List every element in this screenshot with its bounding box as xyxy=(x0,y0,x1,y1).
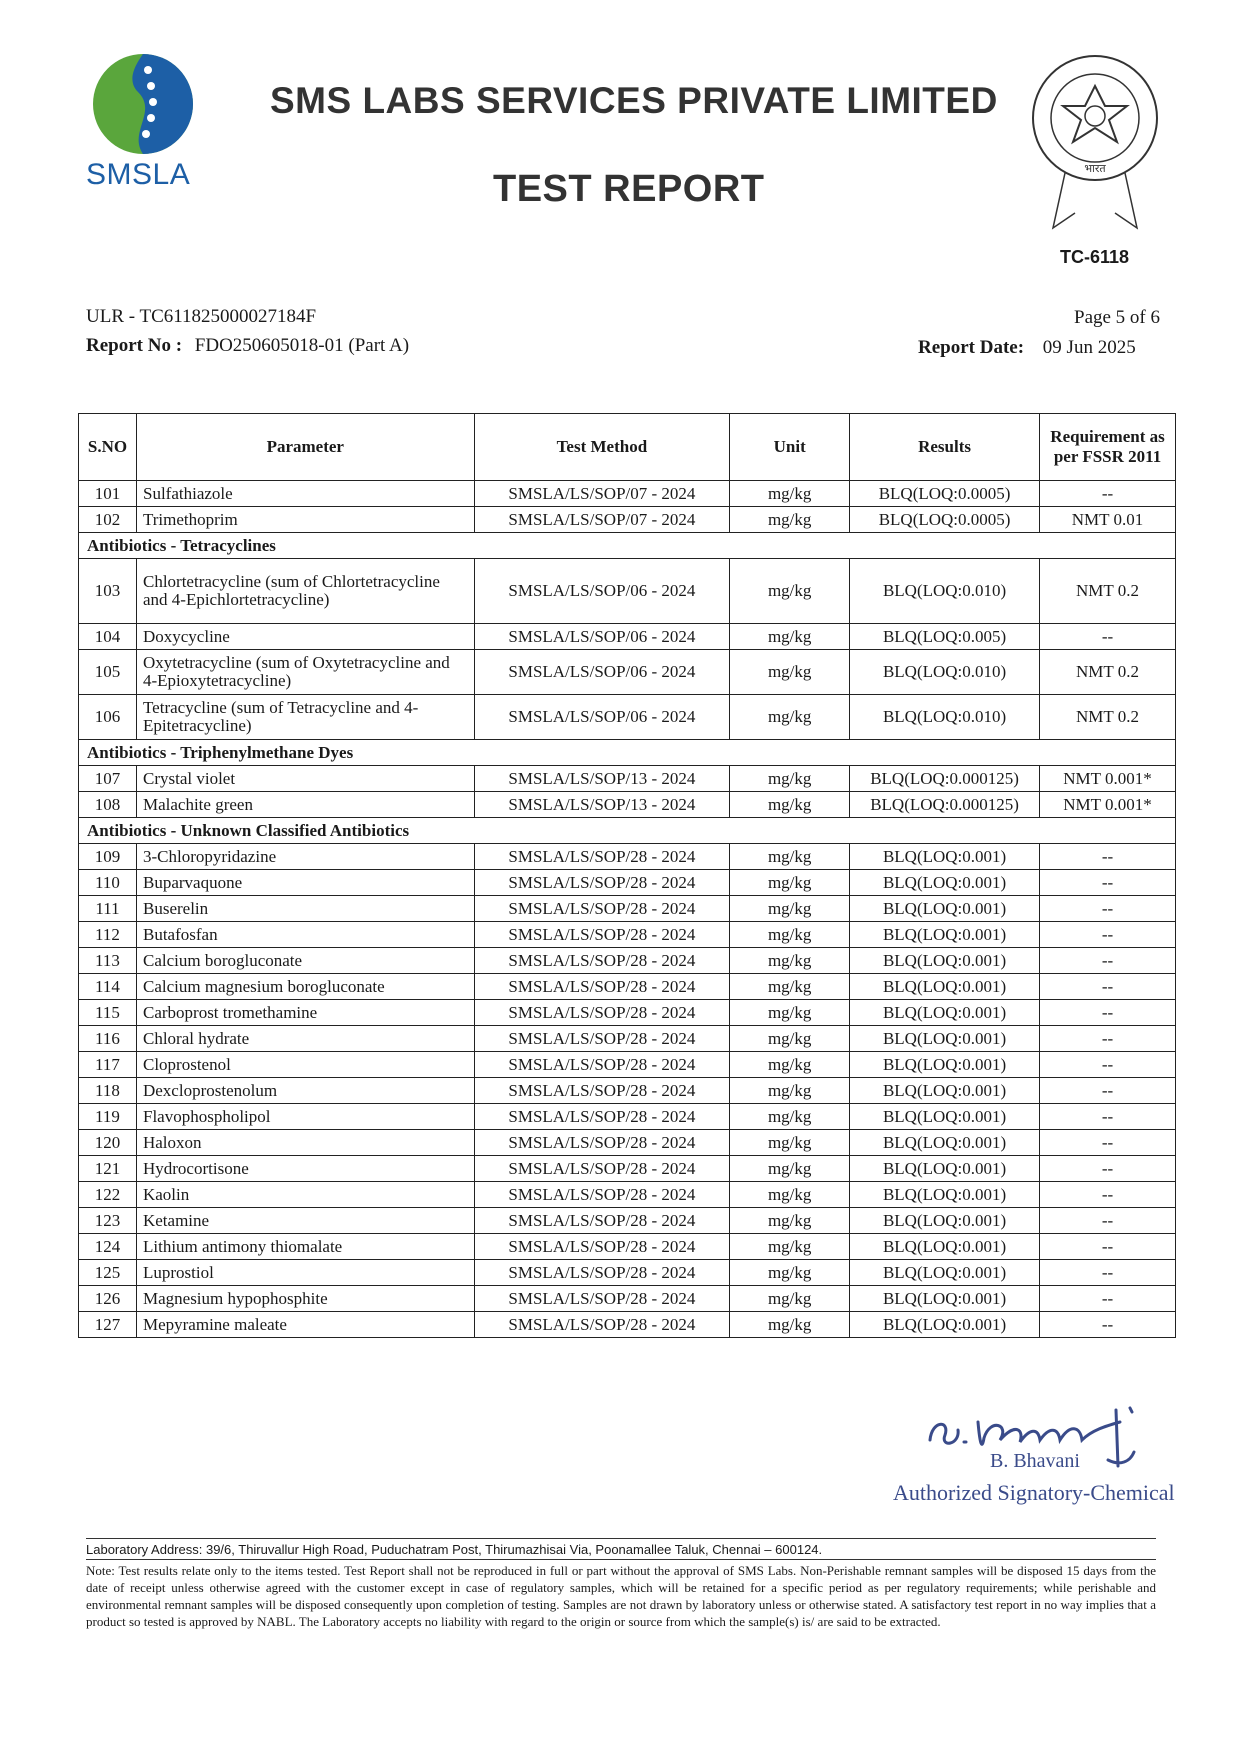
cell-test-method: SMSLA/LS/SOP/28 - 2024 xyxy=(474,922,730,948)
cell-result: BLQ(LOQ:0.0005) xyxy=(850,481,1040,507)
report-date-label: Report Date: xyxy=(918,337,1025,358)
cell-test-method: SMSLA/LS/SOP/28 - 2024 xyxy=(474,844,730,870)
cell-parameter: Oxytetracycline (sum of Oxytetracycline and 4-Epioxytetracycline) xyxy=(136,650,474,695)
cell-parameter: Kaolin xyxy=(136,1182,474,1208)
cell-unit: mg/kg xyxy=(730,1026,850,1052)
cell-unit: mg/kg xyxy=(730,792,850,818)
cell-sno: 122 xyxy=(79,1182,137,1208)
cell-requirement: -- xyxy=(1040,974,1176,1000)
cell-unit: mg/kg xyxy=(730,844,850,870)
table-row xyxy=(79,1208,1176,1234)
cell-sno: 102 xyxy=(79,507,137,533)
cell-sno: 123 xyxy=(79,1208,137,1234)
cell-result: BLQ(LOQ:0.001) xyxy=(850,1312,1040,1338)
cell-unit: mg/kg xyxy=(730,559,850,624)
cell-sno: 103 xyxy=(79,559,137,624)
cell-parameter: Doxycycline xyxy=(136,624,474,650)
category-row-unknown xyxy=(79,818,1176,844)
table-row xyxy=(79,1182,1176,1208)
cell-sno: 107 xyxy=(79,766,137,792)
header-sno: S.NO xyxy=(79,414,137,481)
table-row xyxy=(79,507,1176,533)
category-label: Antibiotics - Tetracyclines xyxy=(79,533,1176,559)
table-row xyxy=(79,559,1176,624)
table-row xyxy=(79,1286,1176,1312)
table-row xyxy=(79,1234,1176,1260)
cell-result: BLQ(LOQ:0.010) xyxy=(850,559,1040,624)
cell-unit: mg/kg xyxy=(730,948,850,974)
cell-test-method: SMSLA/LS/SOP/28 - 2024 xyxy=(474,1078,730,1104)
cell-parameter: Crystal violet xyxy=(136,766,474,792)
cell-parameter: Luprostiol xyxy=(136,1260,474,1286)
cell-unit: mg/kg xyxy=(730,1000,850,1026)
cell-test-method: SMSLA/LS/SOP/28 - 2024 xyxy=(474,896,730,922)
cell-parameter: Flavophospholipol xyxy=(136,1104,474,1130)
laboratory-address: Laboratory Address: 39/6, Thiruvallur High Road, Puduchatram Post, Thirumazhisai Via, Poonamallee Taluk, Chennai – 600124. xyxy=(86,1542,823,1557)
table-row xyxy=(79,896,1176,922)
table-row xyxy=(79,1026,1176,1052)
cell-test-method: SMSLA/LS/SOP/28 - 2024 xyxy=(474,974,730,1000)
table-row xyxy=(79,481,1176,507)
cell-test-method: SMSLA/LS/SOP/28 - 2024 xyxy=(474,1312,730,1338)
header-unit: Unit xyxy=(730,414,850,481)
accreditation-code: TC-6118 xyxy=(1060,247,1130,267)
cell-result: BLQ(LOQ:0.0005) xyxy=(850,507,1040,533)
cell-sno: 127 xyxy=(79,1312,137,1338)
cell-unit: mg/kg xyxy=(730,1078,850,1104)
table-row xyxy=(79,844,1176,870)
cell-sno: 116 xyxy=(79,1026,137,1052)
cell-result: BLQ(LOQ:0.001) xyxy=(850,1156,1040,1182)
cell-sno: 106 xyxy=(79,695,137,740)
cell-parameter: Butafosfan xyxy=(136,922,474,948)
cell-result: BLQ(LOQ:0.001) xyxy=(850,1078,1040,1104)
cell-unit: mg/kg xyxy=(730,1182,850,1208)
cell-requirement: -- xyxy=(1040,1078,1176,1104)
cell-result: BLQ(LOQ:0.001) xyxy=(850,1104,1040,1130)
table-row xyxy=(79,1078,1176,1104)
cell-requirement: -- xyxy=(1040,1130,1176,1156)
cell-test-method: SMSLA/LS/SOP/13 - 2024 xyxy=(474,766,730,792)
cell-unit: mg/kg xyxy=(730,481,850,507)
table-row xyxy=(79,1104,1176,1130)
cell-parameter: Carboprost tromethamine xyxy=(136,1000,474,1026)
cell-requirement: -- xyxy=(1040,1286,1176,1312)
footer-divider-top xyxy=(86,1538,1156,1539)
cell-requirement: -- xyxy=(1040,1312,1176,1338)
cell-unit: mg/kg xyxy=(730,1312,850,1338)
cell-sno: 105 xyxy=(79,650,137,695)
cell-requirement: -- xyxy=(1040,1156,1176,1182)
cell-requirement: -- xyxy=(1040,1234,1176,1260)
cell-unit: mg/kg xyxy=(730,1286,850,1312)
report-number-label: Report No : xyxy=(86,335,183,356)
cell-requirement: NMT 0.01 xyxy=(1040,507,1176,533)
cell-test-method: SMSLA/LS/SOP/06 - 2024 xyxy=(474,695,730,740)
cell-test-method: SMSLA/LS/SOP/07 - 2024 xyxy=(474,481,730,507)
cell-test-method: SMSLA/LS/SOP/13 - 2024 xyxy=(474,792,730,818)
table-row xyxy=(79,1312,1176,1338)
cell-requirement: -- xyxy=(1040,1000,1176,1026)
cell-requirement: -- xyxy=(1040,1208,1176,1234)
cell-unit: mg/kg xyxy=(730,695,850,740)
report-number-line xyxy=(86,335,409,357)
cell-parameter: Malachite green xyxy=(136,792,474,818)
cell-requirement: NMT 0.2 xyxy=(1040,559,1176,624)
cell-test-method: SMSLA/LS/SOP/28 - 2024 xyxy=(474,1208,730,1234)
cell-test-method: SMSLA/LS/SOP/06 - 2024 xyxy=(474,624,730,650)
cell-unit: mg/kg xyxy=(730,624,850,650)
cell-sno: 121 xyxy=(79,1156,137,1182)
cell-test-method: SMSLA/LS/SOP/07 - 2024 xyxy=(474,507,730,533)
cell-unit: mg/kg xyxy=(730,870,850,896)
cell-sno: 120 xyxy=(79,1130,137,1156)
table-header-row xyxy=(79,414,1176,481)
table-row xyxy=(79,922,1176,948)
report-number: FDO250605018-01 (Part A) xyxy=(194,335,410,356)
cell-test-method: SMSLA/LS/SOP/28 - 2024 xyxy=(474,1052,730,1078)
cell-unit: mg/kg xyxy=(730,922,850,948)
cell-test-method: SMSLA/LS/SOP/28 - 2024 xyxy=(474,870,730,896)
table-row xyxy=(79,792,1176,818)
category-row-tetracyclines xyxy=(79,533,1176,559)
cell-result: BLQ(LOQ:0.001) xyxy=(850,1234,1040,1260)
cell-sno: 108 xyxy=(79,792,137,818)
cell-parameter: Calcium magnesium borogluconate xyxy=(136,974,474,1000)
cell-requirement: NMT 0.2 xyxy=(1040,695,1176,740)
cell-requirement: NMT 0.001* xyxy=(1040,766,1176,792)
cell-result: BLQ(LOQ:0.001) xyxy=(850,1026,1040,1052)
cell-parameter: Sulfathiazole xyxy=(136,481,474,507)
cell-result: BLQ(LOQ:0.000125) xyxy=(850,766,1040,792)
cell-result: BLQ(LOQ:0.001) xyxy=(850,1000,1040,1026)
cell-unit: mg/kg xyxy=(730,1234,850,1260)
cell-parameter: Buserelin xyxy=(136,896,474,922)
cell-unit: mg/kg xyxy=(730,1208,850,1234)
cell-test-method: SMSLA/LS/SOP/28 - 2024 xyxy=(474,1182,730,1208)
cell-requirement: NMT 0.001* xyxy=(1040,792,1176,818)
cell-unit: mg/kg xyxy=(730,766,850,792)
header-parameter: Parameter xyxy=(136,414,474,481)
cell-requirement: -- xyxy=(1040,1052,1176,1078)
cell-test-method: SMSLA/LS/SOP/28 - 2024 xyxy=(474,1026,730,1052)
cell-result: BLQ(LOQ:0.005) xyxy=(850,624,1040,650)
cell-result: BLQ(LOQ:0.001) xyxy=(850,1182,1040,1208)
cell-sno: 109 xyxy=(79,844,137,870)
cell-test-method: SMSLA/LS/SOP/28 - 2024 xyxy=(474,948,730,974)
table-row xyxy=(79,1156,1176,1182)
header-requirement: Requirement as per FSSR 2011 xyxy=(1040,414,1176,481)
ulr-number: ULR - TC611825000027184F xyxy=(86,306,317,327)
cell-requirement: -- xyxy=(1040,896,1176,922)
cell-parameter: Hydrocortisone xyxy=(136,1156,474,1182)
cell-test-method: SMSLA/LS/SOP/28 - 2024 xyxy=(474,1234,730,1260)
cell-result: BLQ(LOQ:0.001) xyxy=(850,1208,1040,1234)
cell-parameter: Dexcloprostenolum xyxy=(136,1078,474,1104)
cell-sno: 125 xyxy=(79,1260,137,1286)
disclaimer-note: Note: Test results relate only to the items tested. Test Report shall not be reproduced in full or part without the approval of SMS Labs. Non-Perishable remnant samples will be disposed 15 days from the date of receipt unless otherwise agreed with the customer except in case of regulatory samples, which will be retained for a specific period as per regulatory requirements; while perishable and environmental remnant samples will be disposed consequently upon completion of testing. Samples are not drawn by laboratory unless or otherwise stated. A satisfactory test report in no way implies that a product so tested is approved by NABL. The Laboratory accepts no liability with regard to the origin or source from which the sample(s) is/ are said to be extracted. xyxy=(86,1563,1156,1629)
nabl-seal xyxy=(1025,48,1165,238)
cell-requirement: -- xyxy=(1040,922,1176,948)
cell-sno: 115 xyxy=(79,1000,137,1026)
cell-sno: 119 xyxy=(79,1104,137,1130)
table-row xyxy=(79,695,1176,740)
cell-requirement: -- xyxy=(1040,1104,1176,1130)
header-test-method: Test Method xyxy=(474,414,730,481)
table-row xyxy=(79,1130,1176,1156)
cell-unit: mg/kg xyxy=(730,1104,850,1130)
table-row xyxy=(79,870,1176,896)
cell-unit: mg/kg xyxy=(730,1052,850,1078)
cell-result: BLQ(LOQ:0.010) xyxy=(850,695,1040,740)
footer-divider xyxy=(86,1559,1156,1560)
cell-result: BLQ(LOQ:0.010) xyxy=(850,650,1040,695)
cell-parameter: 3-Chloropyridazine xyxy=(136,844,474,870)
cell-result: BLQ(LOQ:0.001) xyxy=(850,974,1040,1000)
cell-parameter: Calcium borogluconate xyxy=(136,948,474,974)
cell-sno: 113 xyxy=(79,948,137,974)
cell-parameter: Trimethoprim xyxy=(136,507,474,533)
cell-parameter: Chlortetracycline (sum of Chlortetracycline and 4-Epichlortetracycline) xyxy=(136,559,474,624)
cell-requirement: -- xyxy=(1040,1182,1176,1208)
logo-text: SMSLA xyxy=(86,158,191,191)
cell-parameter: Ketamine xyxy=(136,1208,474,1234)
cell-parameter: Haloxon xyxy=(136,1130,474,1156)
category-row-dyes xyxy=(79,740,1176,766)
cell-unit: mg/kg xyxy=(730,1156,850,1182)
cell-unit: mg/kg xyxy=(730,650,850,695)
cell-test-method: SMSLA/LS/SOP/28 - 2024 xyxy=(474,1104,730,1130)
cell-requirement: -- xyxy=(1040,844,1176,870)
cell-parameter: Chloral hydrate xyxy=(136,1026,474,1052)
cell-parameter: Cloprostenol xyxy=(136,1052,474,1078)
table-row xyxy=(79,624,1176,650)
cell-requirement: -- xyxy=(1040,948,1176,974)
cell-requirement: -- xyxy=(1040,1026,1176,1052)
cell-unit: mg/kg xyxy=(730,974,850,1000)
cell-sno: 111 xyxy=(79,896,137,922)
cell-unit: mg/kg xyxy=(730,896,850,922)
cell-parameter: Magnesium hypophosphite xyxy=(136,1286,474,1312)
cell-sno: 118 xyxy=(79,1078,137,1104)
seal-text: भारत xyxy=(1084,163,1106,175)
report-date-line xyxy=(918,337,1136,359)
report-date: 09 Jun 2025 xyxy=(1042,337,1136,358)
cell-sno: 112 xyxy=(79,922,137,948)
cell-requirement: -- xyxy=(1040,624,1176,650)
cell-result: BLQ(LOQ:0.001) xyxy=(850,896,1040,922)
cell-unit: mg/kg xyxy=(730,1260,850,1286)
cell-test-method: SMSLA/LS/SOP/06 - 2024 xyxy=(474,559,730,624)
company-name: SMS LABS SERVICES PRIVATE LIMITED xyxy=(270,80,998,121)
cell-sno: 126 xyxy=(79,1286,137,1312)
table-row xyxy=(79,1052,1176,1078)
cell-result: BLQ(LOQ:0.001) xyxy=(850,1052,1040,1078)
cell-result: BLQ(LOQ:0.001) xyxy=(850,948,1040,974)
cell-test-method: SMSLA/LS/SOP/28 - 2024 xyxy=(474,1286,730,1312)
cell-requirement: -- xyxy=(1040,870,1176,896)
cell-parameter: Mepyramine maleate xyxy=(136,1312,474,1338)
cell-test-method: SMSLA/LS/SOP/28 - 2024 xyxy=(474,1000,730,1026)
table-row xyxy=(79,766,1176,792)
cell-test-method: SMSLA/LS/SOP/28 - 2024 xyxy=(474,1260,730,1286)
table-row xyxy=(79,948,1176,974)
table-row xyxy=(79,1000,1176,1026)
cell-sno: 110 xyxy=(79,870,137,896)
cell-result: BLQ(LOQ:0.001) xyxy=(850,1286,1040,1312)
results-table xyxy=(78,413,1176,1338)
page-number: Page 5 of 6 xyxy=(1074,307,1161,328)
cell-parameter: Buparvaquone xyxy=(136,870,474,896)
cell-sno: 114 xyxy=(79,974,137,1000)
cell-result: BLQ(LOQ:0.001) xyxy=(850,922,1040,948)
cell-result: BLQ(LOQ:0.001) xyxy=(850,1130,1040,1156)
cell-result: BLQ(LOQ:0.001) xyxy=(850,844,1040,870)
cell-sno: 117 xyxy=(79,1052,137,1078)
document-title: TEST REPORT xyxy=(493,168,765,210)
cell-unit: mg/kg xyxy=(730,507,850,533)
table-row xyxy=(79,1260,1176,1286)
cell-sno: 124 xyxy=(79,1234,137,1260)
signatory-role: Authorized Signatory-Chemical xyxy=(893,1480,1175,1505)
cell-test-method: SMSLA/LS/SOP/28 - 2024 xyxy=(474,1156,730,1182)
cell-sno: 104 xyxy=(79,624,137,650)
cell-requirement: -- xyxy=(1040,1260,1176,1286)
cell-result: BLQ(LOQ:0.001) xyxy=(850,1260,1040,1286)
cell-requirement: -- xyxy=(1040,481,1176,507)
cell-test-method: SMSLA/LS/SOP/06 - 2024 xyxy=(474,650,730,695)
cell-sno: 101 xyxy=(79,481,137,507)
cell-result: BLQ(LOQ:0.000125) xyxy=(850,792,1040,818)
cell-parameter: Tetracycline (sum of Tetracycline and 4-Epitetracycline) xyxy=(136,695,474,740)
table-row xyxy=(79,974,1176,1000)
cell-unit: mg/kg xyxy=(730,1130,850,1156)
table-row xyxy=(79,650,1176,695)
category-label: Antibiotics - Triphenylmethane Dyes xyxy=(79,740,1176,766)
cell-result: BLQ(LOQ:0.001) xyxy=(850,870,1040,896)
signatory-name: B. Bhavani xyxy=(990,1450,1080,1472)
header-results: Results xyxy=(850,414,1040,481)
cell-requirement: NMT 0.2 xyxy=(1040,650,1176,695)
cell-parameter: Lithium antimony thiomalate xyxy=(136,1234,474,1260)
category-label: Antibiotics - Unknown Classified Antibiotics xyxy=(79,818,1176,844)
cell-test-method: SMSLA/LS/SOP/28 - 2024 xyxy=(474,1130,730,1156)
